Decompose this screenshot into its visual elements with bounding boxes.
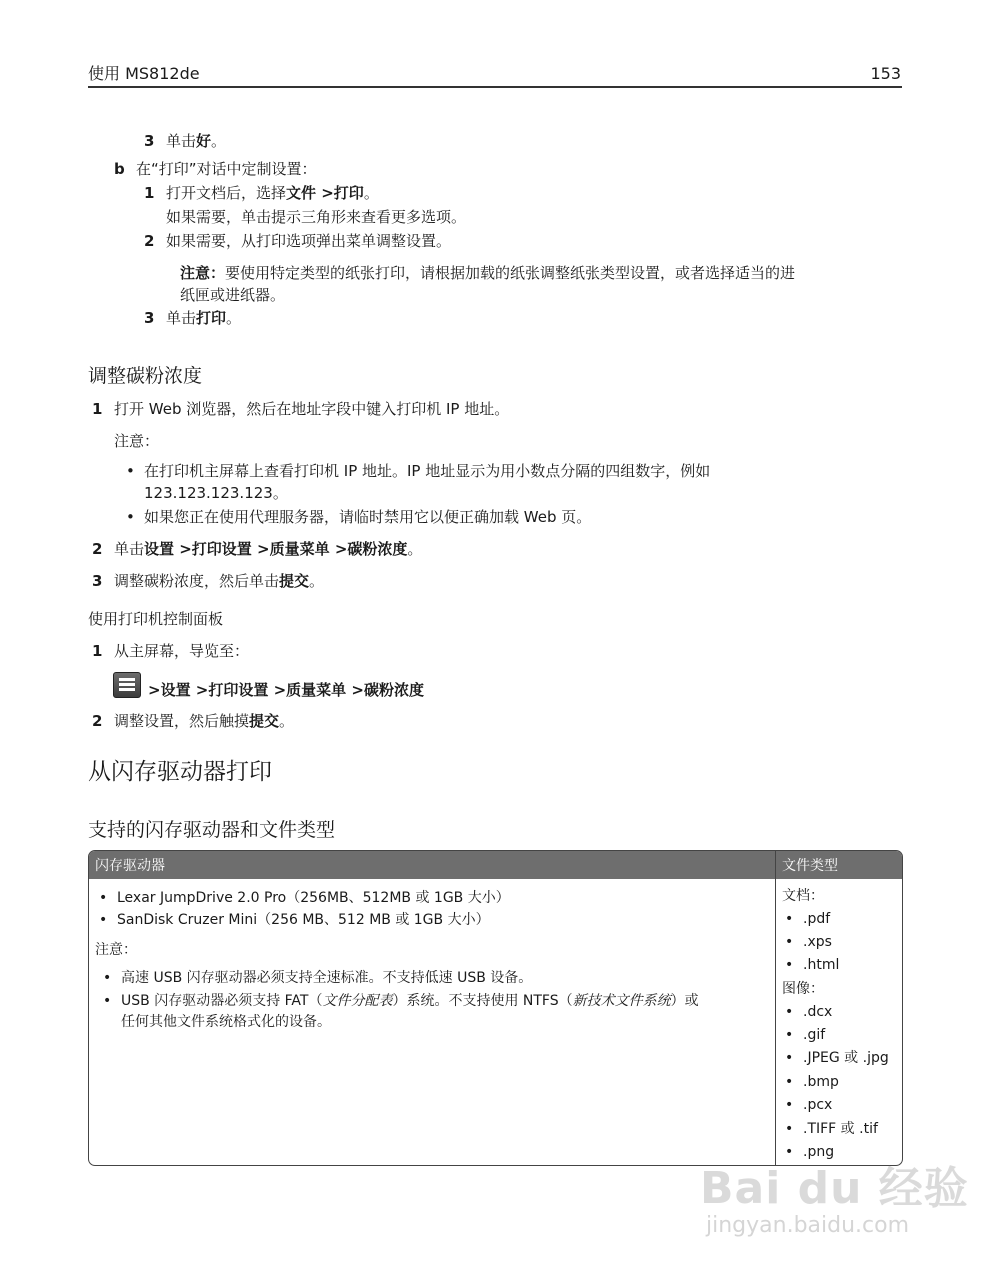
doc-label: 文档： — [782, 888, 824, 904]
toner-heading: 调整碳粉浓度 — [88, 365, 203, 387]
header-file-types: 文件类型 — [782, 858, 838, 874]
type-gif: • .gif — [803, 1026, 825, 1044]
panel-step-2 — [92, 712, 294, 732]
header-rule — [88, 86, 902, 88]
step-text: 调整碳粉浓度，然后单击 — [114, 572, 280, 590]
step-text: 打开 Web 浏览器，然后在地址字段中键入打印机 IP 地址。 — [114, 400, 510, 418]
substep-letter: b — [114, 160, 125, 178]
step-text: 如果需要，从打印选项弹出菜单调整设置。 — [166, 232, 452, 250]
panel-menu-path — [148, 681, 424, 701]
step-text: 单击 — [114, 540, 145, 558]
type-bmp: • .bmp — [803, 1073, 839, 1091]
type-pcx: • .pcx — [803, 1096, 832, 1114]
table-note-fat-line2: 任何其他文件系统格式化的设备。 — [121, 1014, 331, 1030]
note-text: ）或 — [670, 993, 699, 1009]
drive-sandisk: • SanDisk Cruzer Mini（256 MB、512 MB 或 1GB 大小） — [117, 911, 490, 929]
step-number: 2 — [92, 540, 103, 558]
step-punct: 。 — [363, 184, 379, 202]
submit-label: 提交 — [279, 572, 310, 590]
step-punct: 。 — [211, 132, 227, 150]
ok-label: 好 — [196, 132, 212, 150]
table-notes-label: 注意： — [95, 942, 137, 958]
paper-note-line1 — [180, 264, 795, 284]
file-print-label: 文件 >打印 — [286, 184, 364, 202]
step-punct: 。 — [309, 572, 325, 590]
step-number: 2 — [144, 232, 155, 250]
drive-lexar: • Lexar JumpDrive 2.0 Pro（256MB、512MB 或 1GB 大小） — [117, 889, 510, 907]
note-text: USB 闪存驱动器必须支持 FAT（ — [121, 993, 323, 1009]
step-punct: 。 — [407, 540, 423, 558]
flash-types-table — [88, 850, 903, 1166]
submit-label: 提交 — [249, 712, 280, 730]
flash-subtitle: 支持的闪存驱动器和文件类型 — [88, 819, 336, 841]
toner-note-ip-example: 123.123.123.123。 — [144, 484, 288, 502]
flash-title: 从闪存驱动器打印 — [88, 759, 272, 785]
step-text: 单击 — [166, 309, 197, 327]
settings-path: 设置 >打印设置 >质量菜单 >碳粉浓度 — [144, 540, 408, 558]
header-flash-drive: 闪存驱动器 — [95, 858, 165, 874]
ntfs-term: 新技术文件系统 — [572, 993, 671, 1009]
menu-path-label: >设置 >打印设置 >质量菜单 >碳粉浓度 — [148, 681, 424, 699]
step-number: 2 — [92, 712, 103, 730]
step-number: 3 — [144, 132, 155, 150]
step-text: 从主屏幕，导览至： — [114, 642, 250, 660]
page-number: 153 — [870, 64, 901, 83]
type-pdf: • .pdf — [803, 910, 830, 928]
step-text: 打开文档后，选择 — [166, 184, 287, 202]
fat-term: 文件分配表 — [322, 993, 393, 1009]
table-note-speed: • 高速 USB 闪存驱动器必须支持全速标准。不支持低速 USB 设备。 — [121, 969, 532, 987]
step-number: 3 — [92, 572, 103, 590]
running-header: 使用 MS812de — [88, 64, 200, 83]
step-number: 1 — [92, 642, 103, 660]
control-panel-heading: 使用打印机控制面板 — [88, 610, 224, 628]
baidu-watermark-logo: Bai du 经验 — [700, 1163, 969, 1214]
type-html: • .html — [803, 956, 839, 974]
substep-text: 在“打印”对话中定制设置： — [136, 160, 317, 178]
toner-note-proxy: • 如果您正在使用代理服务器，请临时禁用它以便正确加载 Web 页。 — [144, 508, 591, 528]
step-number: 1 — [92, 400, 103, 418]
panel-step-1 — [92, 642, 249, 662]
toner-step-3 — [92, 572, 324, 592]
substep-b — [114, 160, 317, 180]
toner-notes-label: 注意： — [114, 432, 160, 450]
step-punct: 。 — [279, 712, 295, 730]
step-b2 — [144, 232, 451, 252]
step-text: 调整设置，然后触摸 — [114, 712, 250, 730]
toner-note-ip: • 在打印机主屏幕上查看打印机 IP 地址。IP 地址显示为用小数点分隔的四组数字，例如 — [144, 462, 710, 482]
step-text: 单击 — [166, 132, 197, 150]
toner-step-2 — [92, 540, 422, 560]
baidu-watermark-url: jingyan.baidu.com — [706, 1213, 910, 1238]
column-divider — [775, 851, 776, 1165]
type-jpeg: • .JPEG 或 .jpg — [803, 1049, 889, 1067]
step-b1-detail: 如果需要，单击提示三角形来查看更多选项。 — [166, 208, 467, 226]
step-number: 1 — [144, 184, 155, 202]
type-dcx: • .dcx — [803, 1003, 832, 1021]
step-punct: 。 — [226, 309, 242, 327]
note-text: ）系统。不支持使用 NTFS（ — [392, 993, 573, 1009]
note-label: 注意： — [180, 264, 226, 282]
toner-step-1 — [92, 400, 509, 420]
type-tiff: • .TIFF 或 .tif — [803, 1120, 878, 1138]
step-b1 — [144, 184, 379, 204]
table-note-fat — [121, 992, 699, 1010]
note-text: 要使用特定类型的纸张打印，请根据加载的纸张调整纸张类型设置，或者选择适当的进 — [225, 264, 796, 282]
type-png: • .png — [803, 1143, 834, 1161]
type-xps: • .xps — [803, 933, 832, 951]
paper-note-line2: 纸匣或进纸器。 — [180, 286, 286, 304]
print-label: 打印 — [196, 309, 227, 327]
step-number: 3 — [144, 309, 155, 327]
menu-list-icon — [113, 672, 141, 698]
img-label: 图像： — [782, 981, 824, 997]
step-b3 — [144, 309, 241, 329]
step-3-ok — [144, 132, 226, 152]
table-header-row — [89, 851, 902, 879]
